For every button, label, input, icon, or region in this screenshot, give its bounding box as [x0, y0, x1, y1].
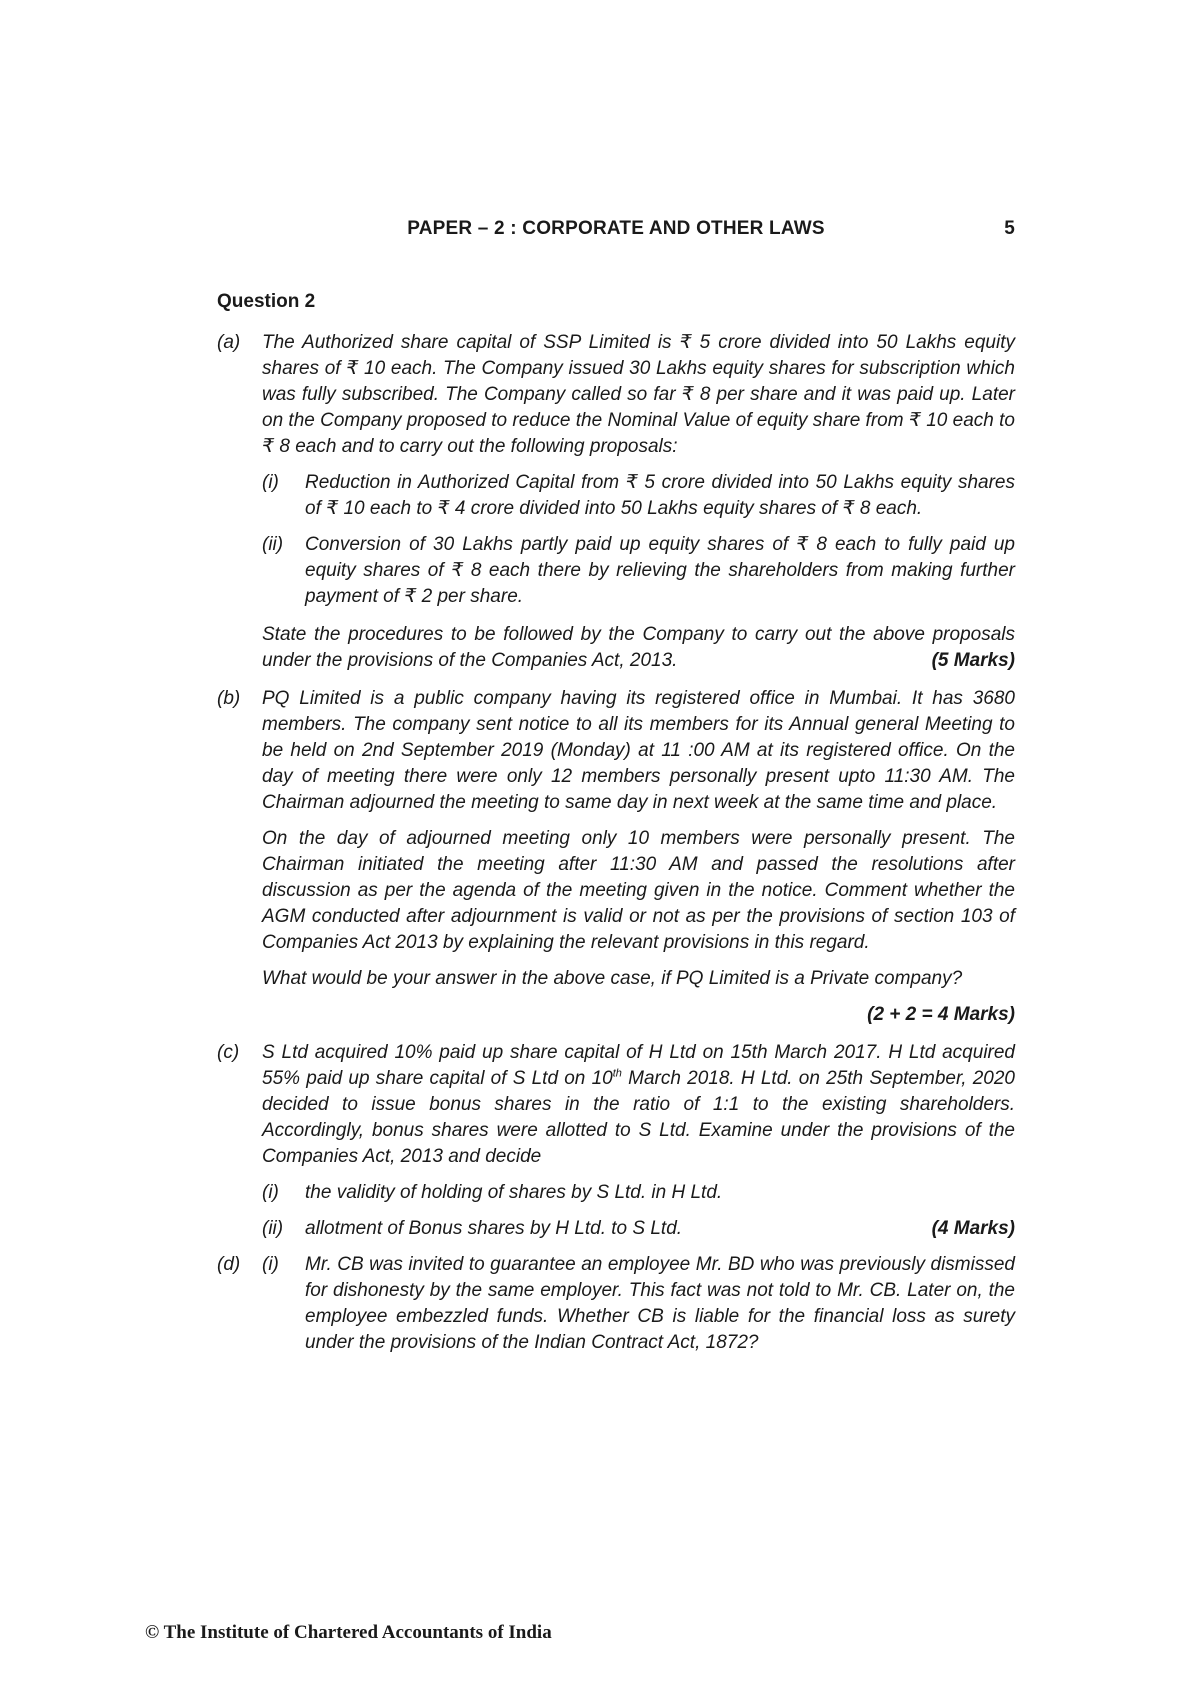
question-heading: Question 2	[217, 291, 316, 312]
part-c	[217, 1040, 1015, 1242]
question-content	[217, 330, 1015, 1356]
part-a-label: (a)	[217, 332, 241, 353]
part-d-label: (d)	[217, 1254, 241, 1275]
part-c-sub-ii-content: allotment of Bonus shares by H Ltd. to S Ltd.	[305, 1218, 683, 1239]
part-a-text: The Authorized share capital of SSP Limited is ₹ 5 crore divided into 50 Lakhs equity shares of ₹ 10 each. The Company issued 30 Lakhs equity shares for subscription which was fully subscribed. The Company called so far ₹ 8 per share and it was paid up. Later on the Company proposed to reduce the Nominal Value of equity share from ₹ 10 each to ₹ 8 each and to carry out the following proposals:	[262, 332, 1015, 457]
part-a-sub-ii-label: (ii)	[262, 534, 284, 555]
part-c-text-sup: th	[612, 1067, 622, 1080]
part-c-sub-i	[262, 1180, 1015, 1206]
part-c-sub-i-label: (i)	[262, 1182, 279, 1203]
footer-copyright: © The Institute of Chartered Accountants of India	[145, 1622, 552, 1643]
part-c-text	[262, 1040, 1015, 1170]
part-a-body	[262, 330, 1015, 674]
part-b-label: (b)	[217, 688, 241, 709]
part-c-sub-ii	[262, 1216, 1015, 1242]
part-d-sub-i	[262, 1252, 1015, 1356]
part-a-marks: (5 Marks)	[931, 650, 1015, 671]
part-a-closing: State the procedures to be followed by the Company to carry out the above proposals under the provisions of the Companies Act, 2013.	[262, 624, 1015, 671]
part-c-text-end: March 2018. H Ltd. on 25th September, 2020 decided to issue bonus shares in the ratio of 1:1 to the existing shareholders. Accordingly, bonus shares were allotted to S Ltd. Examine under the provisions of the Companies Act, 2013 and decide	[262, 1068, 1015, 1167]
part-d	[217, 1252, 1015, 1356]
part-d-body	[262, 1252, 1015, 1356]
part-c-sub-i-text: the validity of holding of shares by S Ltd. in H Ltd.	[305, 1182, 723, 1203]
part-d-sub-i-text: Mr. CB was invited to guarantee an employee Mr. BD who was previously dismissed for dishonesty by the same employer. This fact was not told to Mr. CB. Later on, the employee embezzled funds. Whether CB is liable for the financial loss as surety under the provisions of the Indian Contract Act, 1872?	[305, 1254, 1015, 1353]
part-b-body	[262, 686, 1015, 1028]
part-a-closing-block	[262, 622, 1015, 674]
part-b-para-3: What would be your answer in the above case, if PQ Limited is a Private company?	[262, 968, 963, 989]
part-d-sub-i-label: (i)	[262, 1254, 279, 1275]
part-b-para-1: PQ Limited is a public company having its registered office in Mumbai. It has 3680 members. The company sent notice to all its members for its Annual general Meeting to be held on 2nd September 2019 (Monday) at 11 :00 AM at its registered office. On the day of meeting there were only 12 members personally present upto 11:30 AM. The Chairman adjourned the meeting to same day in next week at the same time and place.	[262, 688, 1015, 813]
part-a	[217, 330, 1015, 674]
part-a-sub-i	[262, 470, 1015, 522]
part-c-sub-ii-label: (ii)	[262, 1218, 284, 1239]
part-c-sub-ii-text	[305, 1216, 1015, 1242]
paper-title: PAPER – 2 : CORPORATE AND OTHER LAWS	[407, 218, 825, 239]
part-b-para-2: On the day of adjourned meeting only 10 members were personally present. The Chairman initiated the meeting after 11:30 AM and passed the resolutions after discussion as per the agenda of the meeting given in the notice. Comment whether the AGM conducted after adjournment is valid or not as per the provisions of section 103 of Companies Act 2013 by explaining the relevant provisions in this regard.	[262, 828, 1015, 953]
part-c-label: (c)	[217, 1042, 240, 1063]
part-a-sub-i-label: (i)	[262, 472, 279, 493]
part-c-marks: (4 Marks)	[931, 1218, 1015, 1239]
part-c-body	[262, 1040, 1015, 1242]
part-a-sub-ii-text: Conversion of 30 Lakhs partly paid up equity shares of ₹ 8 each to fully paid up equity shares of ₹ 8 each there by relieving the shareholders from making further payment of ₹ 2 per share.	[305, 534, 1015, 607]
part-a-sub-ii	[262, 532, 1015, 610]
part-b	[217, 686, 1015, 1028]
part-c-text-start: S Ltd acquired 10% paid up share capital of H Ltd on 15th March 2017. H Ltd acquired 55% paid up share capital of S Ltd on 10	[262, 1042, 1015, 1089]
part-b-marks: (2 + 2 = 4 Marks)	[867, 1004, 1015, 1025]
page-number: 5	[1004, 218, 1015, 239]
part-a-sub-i-text: Reduction in Authorized Capital from ₹ 5 crore divided into 50 Lakhs equity shares of ₹ 10 each to ₹ 4 crore divided into 50 Lakhs equity shares of ₹ 8 each.	[305, 472, 1015, 519]
